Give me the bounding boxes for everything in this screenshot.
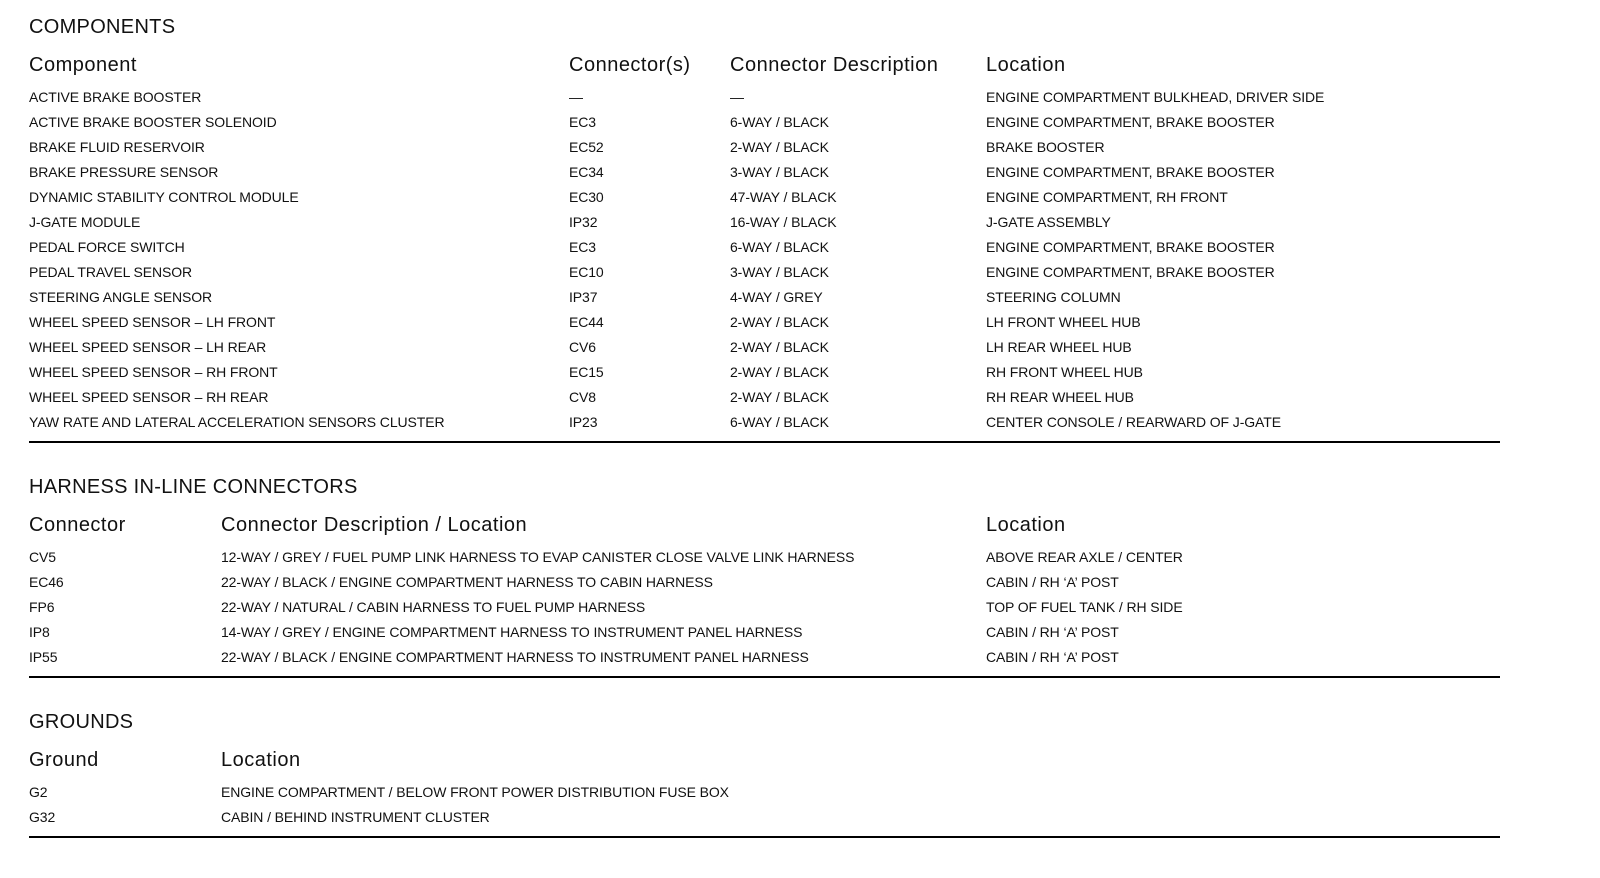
table-row [29, 163, 1500, 188]
location-cell: CABIN / BEHIND INSTRUMENT CLUSTER [221, 809, 490, 825]
header-connector-description: Connector Description [730, 54, 939, 76]
table-row [29, 113, 1500, 138]
table-row [29, 363, 1500, 388]
location-cell: ABOVE REAR AXLE / CENTER [986, 549, 1183, 565]
connector-description-cell: 6-WAY / BLACK [730, 414, 829, 430]
connector-description-location-cell: 14-WAY / GREY / ENGINE COMPARTMENT HARNESS TO INSTRUMENT PANEL HARNESS [221, 624, 803, 640]
location-cell: LH FRONT WHEEL HUB [986, 314, 1141, 330]
connector-cell: EC46 [29, 574, 64, 590]
component-name-cell: ACTIVE BRAKE BOOSTER SOLENOID [29, 114, 277, 130]
header-connectors: Connector(s) [569, 54, 691, 76]
harness-divider [29, 676, 1500, 678]
component-name-cell: YAW RATE AND LATERAL ACCELERATION SENSORS CLUSTER [29, 414, 445, 430]
connector-cell: CV8 [569, 389, 596, 405]
table-row [29, 598, 1500, 623]
component-name-cell: ACTIVE BRAKE BOOSTER [29, 89, 202, 105]
connector-description-location-cell: 22-WAY / NATURAL / CABIN HARNESS TO FUEL PUMP HARNESS [221, 599, 646, 615]
location-cell: RH REAR WHEEL HUB [986, 389, 1134, 405]
location-cell: ENGINE COMPARTMENT, BRAKE BOOSTER [986, 114, 1275, 130]
connector-cell: EC10 [569, 264, 604, 280]
location-cell: ENGINE COMPARTMENT, RH FRONT [986, 189, 1228, 205]
table-row [29, 263, 1500, 288]
component-name-cell: DYNAMIC STABILITY CONTROL MODULE [29, 189, 299, 205]
connector-cell: IP55 [29, 649, 58, 665]
table-row [29, 573, 1500, 598]
connector-description-cell: 3-WAY / BLACK [730, 164, 829, 180]
location-cell: ENGINE COMPARTMENT, BRAKE BOOSTER [986, 264, 1275, 280]
connector-description-cell: 4-WAY / GREY [730, 289, 823, 305]
component-name-cell: J-GATE MODULE [29, 214, 141, 230]
component-name-cell: PEDAL FORCE SWITCH [29, 239, 185, 255]
table-row [29, 213, 1500, 238]
harness-section [29, 460, 1500, 700]
table-row [29, 623, 1500, 648]
table-row [29, 88, 1500, 113]
location-cell: LH REAR WHEEL HUB [986, 339, 1132, 355]
connector-description-cell: — [730, 89, 744, 105]
table-row [29, 138, 1500, 163]
components-divider [29, 441, 1500, 443]
location-cell: ENGINE COMPARTMENT, BRAKE BOOSTER [986, 164, 1275, 180]
connector-description-location-cell: 12-WAY / GREY / FUEL PUMP LINK HARNESS TO EVAP CANISTER CLOSE VALVE LINK HARNESS [221, 549, 855, 565]
connector-description-cell: 2-WAY / BLACK [730, 139, 829, 155]
connector-description-cell: 2-WAY / BLACK [730, 339, 829, 355]
table-row [29, 313, 1500, 338]
component-name-cell: BRAKE PRESSURE SENSOR [29, 164, 219, 180]
component-name-cell: PEDAL TRAVEL SENSOR [29, 264, 193, 280]
location-cell: RH FRONT WHEEL HUB [986, 364, 1143, 380]
connector-description-cell: 16-WAY / BLACK [730, 214, 837, 230]
connector-cell: EC30 [569, 189, 604, 205]
location-cell: ENGINE COMPARTMENT BULKHEAD, DRIVER SIDE [986, 89, 1325, 105]
location-cell: CABIN / RH ‘A’ POST [986, 649, 1119, 665]
ground-cell: G2 [29, 784, 48, 800]
grounds-section [29, 697, 1500, 878]
connector-cell: EC15 [569, 364, 604, 380]
components-title: COMPONENTS [29, 16, 176, 38]
connector-cell: EC52 [569, 139, 604, 155]
header-connector: Connector [29, 514, 126, 536]
component-name-cell: WHEEL SPEED SENSOR – LH REAR [29, 339, 267, 355]
connector-cell: IP8 [29, 624, 50, 640]
connector-cell: CV5 [29, 549, 56, 565]
grounds-title: GROUNDS [29, 711, 134, 733]
connector-cell: IP23 [569, 414, 598, 430]
connector-cell: EC34 [569, 164, 604, 180]
header-connector-description-location: Connector Description / Location [221, 514, 528, 536]
connector-description-cell: 2-WAY / BLACK [730, 364, 829, 380]
ground-cell: G32 [29, 809, 56, 825]
connector-cell: IP37 [569, 289, 598, 305]
table-row [29, 288, 1500, 313]
location-cell: BRAKE BOOSTER [986, 139, 1105, 155]
table-row [29, 548, 1500, 573]
connector-description-cell: 3-WAY / BLACK [730, 264, 829, 280]
connector-cell: EC3 [569, 114, 596, 130]
header-ground-location: Location [221, 749, 301, 771]
location-cell: ENGINE COMPARTMENT / BELOW FRONT POWER DISTRIBUTION FUSE BOX [221, 784, 729, 800]
component-name-cell: WHEEL SPEED SENSOR – LH FRONT [29, 314, 276, 330]
connector-cell: IP32 [569, 214, 598, 230]
location-cell: CABIN / RH ‘A’ POST [986, 624, 1119, 640]
location-cell: J-GATE ASSEMBLY [986, 214, 1111, 230]
component-name-cell: STEERING ANGLE SENSOR [29, 289, 213, 305]
location-cell: CABIN / RH ‘A’ POST [986, 574, 1119, 590]
connector-cell: CV6 [569, 339, 596, 355]
components-section [29, 0, 1500, 460]
connector-description-cell: 6-WAY / BLACK [730, 114, 829, 130]
connector-cell: EC44 [569, 314, 604, 330]
connector-description-cell: 6-WAY / BLACK [730, 239, 829, 255]
connector-description-location-cell: 22-WAY / BLACK / ENGINE COMPARTMENT HARNESS TO INSTRUMENT PANEL HARNESS [221, 649, 809, 665]
location-cell: STEERING COLUMN [986, 289, 1121, 305]
table-row [29, 388, 1500, 413]
table-row [29, 413, 1500, 438]
component-name-cell: BRAKE FLUID RESERVOIR [29, 139, 205, 155]
component-name-cell: WHEEL SPEED SENSOR – RH FRONT [29, 364, 278, 380]
location-cell: CENTER CONSOLE / REARWARD OF J-GATE [986, 414, 1281, 430]
table-row [29, 783, 1500, 808]
connector-description-cell: 2-WAY / BLACK [730, 389, 829, 405]
connector-description-cell: 47-WAY / BLACK [730, 189, 837, 205]
table-row [29, 808, 1500, 833]
connector-cell: — [569, 89, 583, 105]
connector-description-cell: 2-WAY / BLACK [730, 314, 829, 330]
harness-title: HARNESS IN-LINE CONNECTORS [29, 476, 358, 498]
grounds-divider [29, 836, 1500, 838]
header-ground: Ground [29, 749, 99, 771]
connector-cell: FP6 [29, 599, 55, 615]
connector-description-location-cell: 22-WAY / BLACK / ENGINE COMPARTMENT HARNESS TO CABIN HARNESS [221, 574, 713, 590]
location-cell: ENGINE COMPARTMENT, BRAKE BOOSTER [986, 239, 1275, 255]
connector-cell: EC3 [569, 239, 596, 255]
header-harness-location: Location [986, 514, 1066, 536]
table-row [29, 648, 1500, 673]
header-component: Component [29, 54, 137, 76]
table-row [29, 238, 1500, 263]
table-row [29, 188, 1500, 213]
header-location: Location [986, 54, 1066, 76]
component-name-cell: WHEEL SPEED SENSOR – RH REAR [29, 389, 269, 405]
location-cell: TOP OF FUEL TANK / RH SIDE [986, 599, 1183, 615]
table-row [29, 338, 1500, 363]
